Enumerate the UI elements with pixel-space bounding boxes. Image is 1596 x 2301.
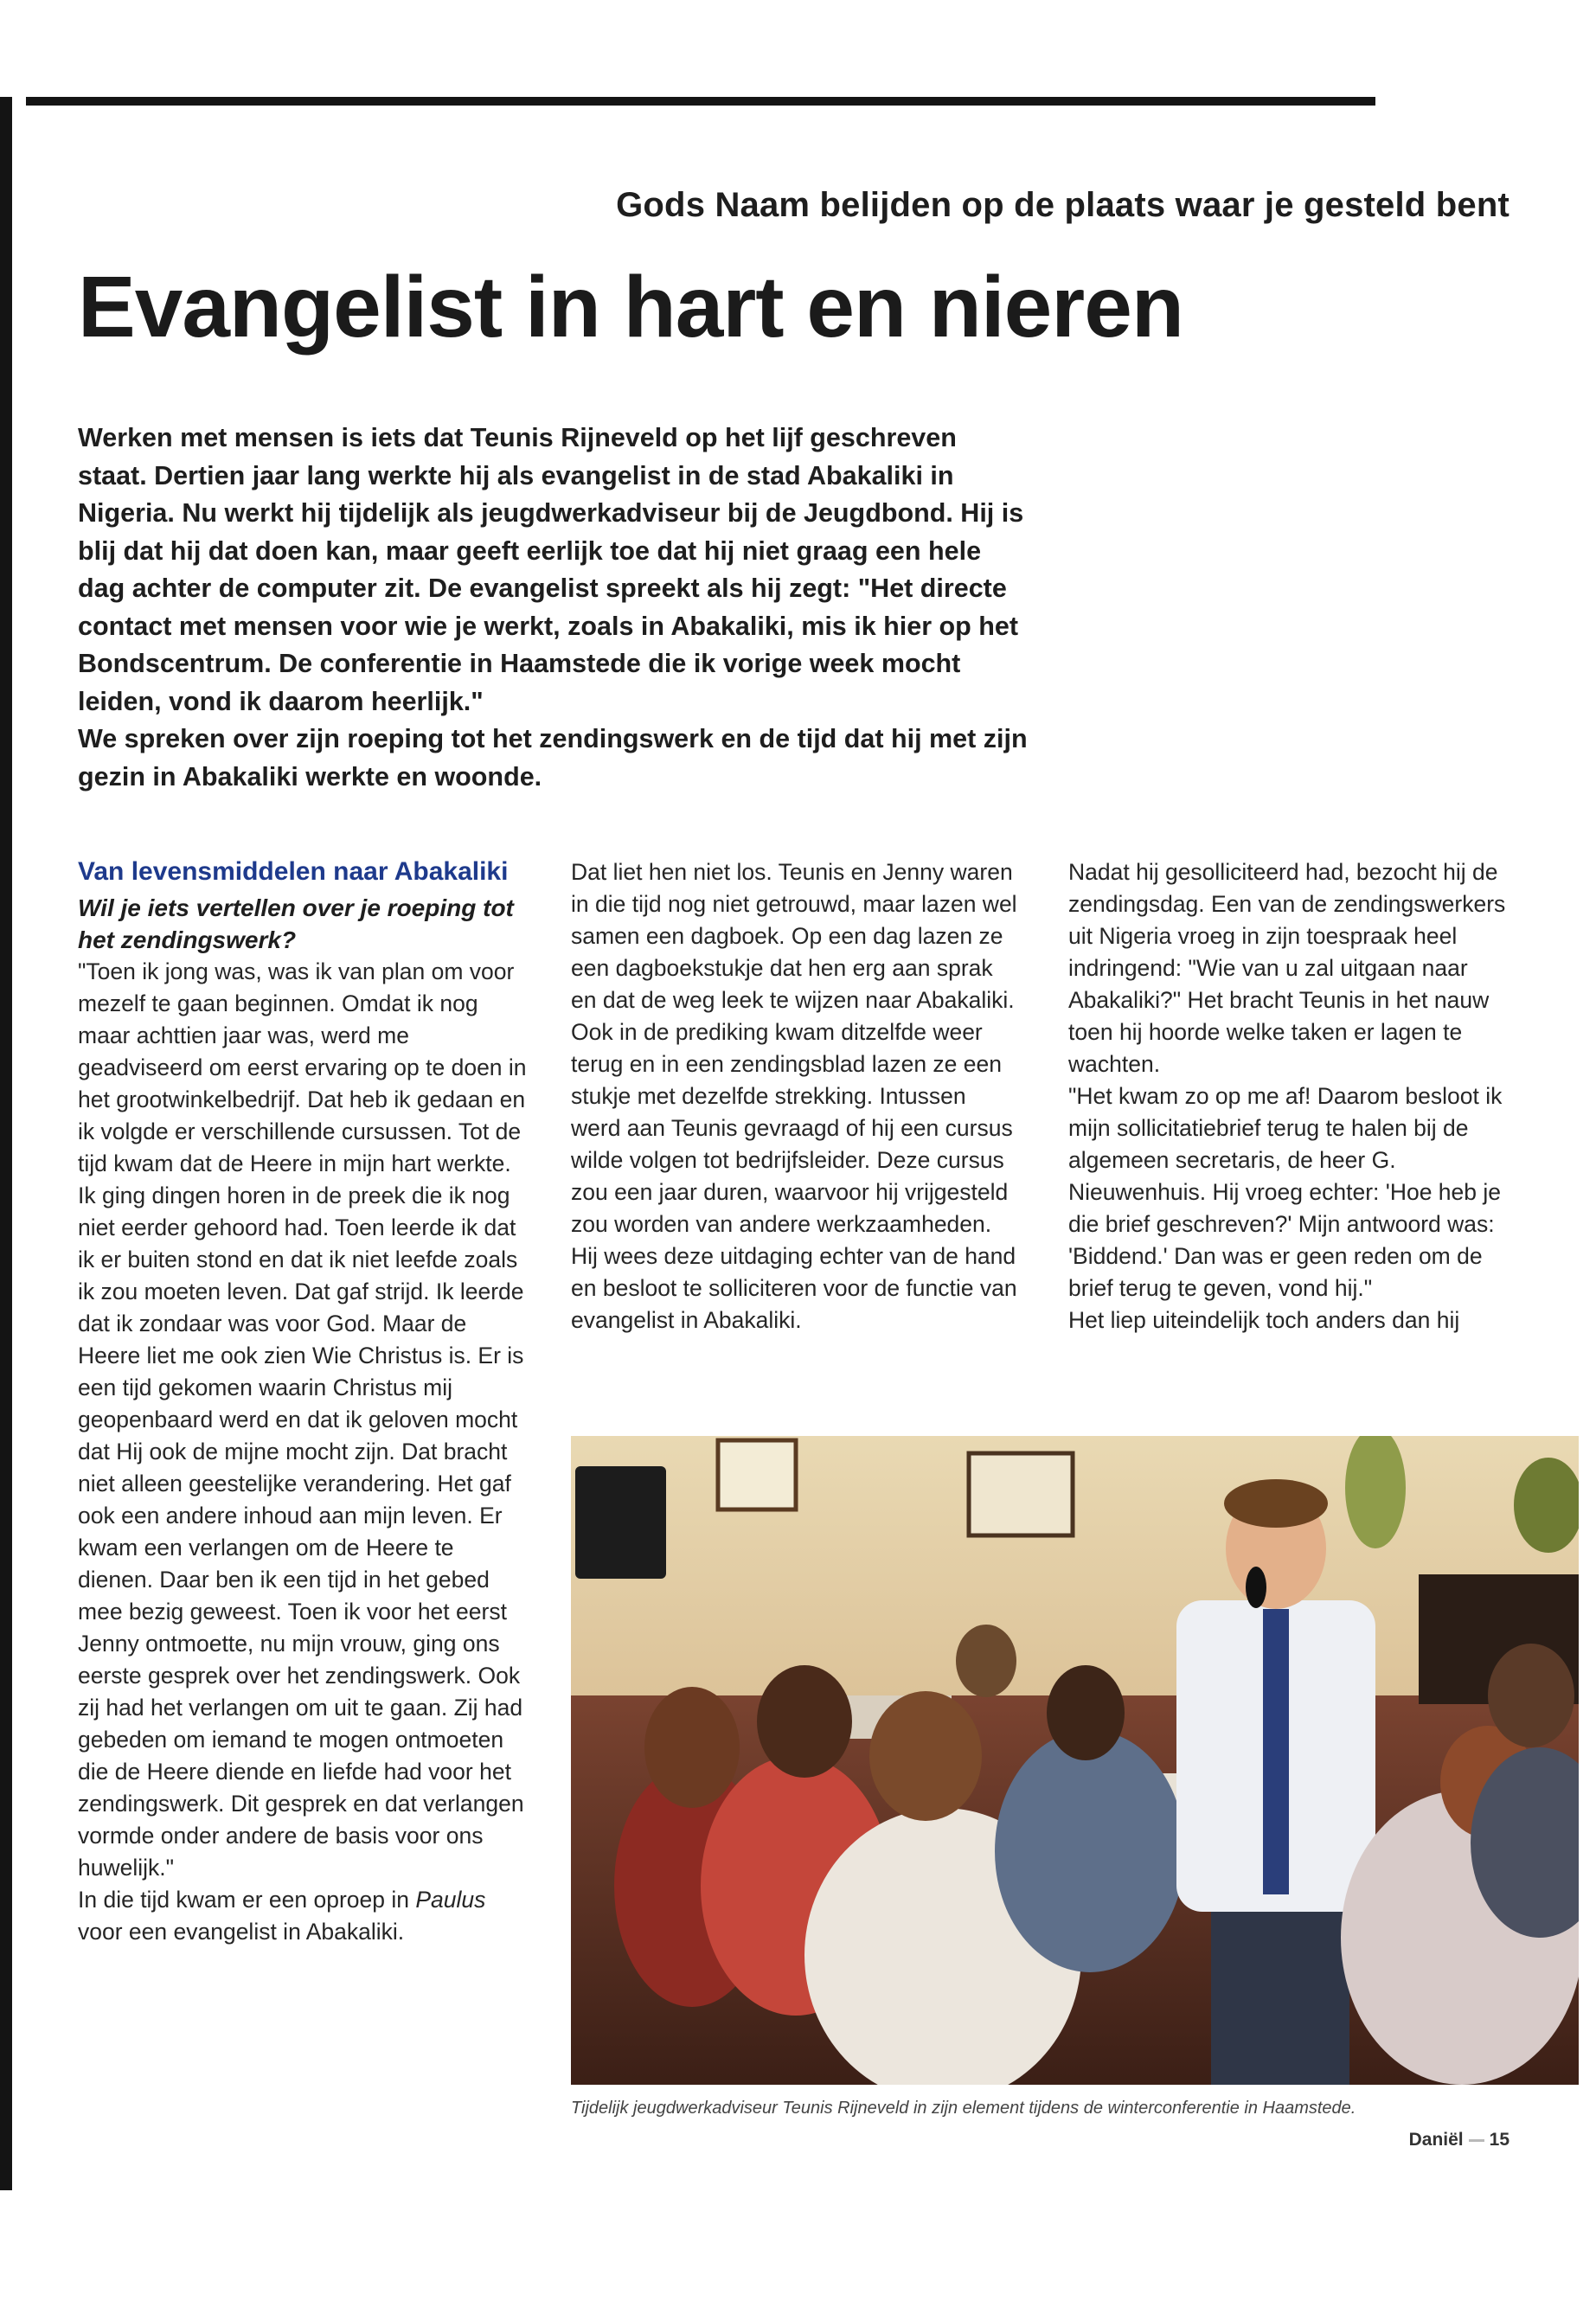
left-edge-rule (0, 97, 12, 2190)
top-rule (26, 97, 1375, 106)
intro-paragraph: Werken met mensen is iets dat Teunis Rijneveld op het lijf geschreven staat. Dertien jaar lang werkte hij als evangelist in de stad Abakaliki in Nigeria. Nu werkt hij tijdelijk als jeugdwerkadviseur bij de Jeugdbond. Hij is blij dat hij dat doen kan, maar geeft eerlijk toe dat hij niet graag een hele dag achter de computer zit. De evangelist spreekt als hij zegt: "Het directe contact met mensen voor wie je werkt, zoals in Abakaliki, mis ik hier op het Bondscentrum. De conferentie in Haamstede die ik vorige week mocht leiden, vond ik daarom heerlijk." (78, 423, 1024, 716)
magazine-name: Daniël (1408, 2130, 1464, 2150)
body-paragraph: "Het kwam zo op me af! Daarom besloot ik mijn sollicitatiebrief terug te halen bij de algemeen secretaris, de heer G. Nieuwenhuis. Hij vroeg echter: 'Hoe heb je die brief geschreven?' Mijn antwoord was: 'Biddend.' Dan was er geen reden om de brief terug te geven, vond hij." (1068, 1083, 1503, 1301)
body-paragraph: Het liep uiteindelijk toch anders dan hij (1068, 1307, 1460, 1333)
page-footer (1384, 2130, 1509, 2150)
answer-paragraph: "Toen ik jong was, was ik van plan om voor mezelf te gaan beginnen. Omdat ik nog maar achttien jaar was, werd me geadviseerd om eerst ervaring op te doen in het grootwinkelbedrijf. Dat heb ik gedaan en ik volgde er verschillende cursussen. Tot de tijd kwam dat de Heere in mijn hart werkte. Ik ging dingen horen in de preek die ik nog niet eerder gehoord had. Toen leerde ik dat ik er buiten stond en dat ik niet leefde zoals ik zou moeten leven. Dat gaf strijd. Ik leerde dat ik zondaar was voor God. Maar de Heere liet me ook zien Wie Christus is. Er is een tijd gekomen waarin Christus mij geopenbaard werd en dat ik geloven mocht dat Hij ook de mijne mocht zijn. Dat bracht niet alleen geestelijke verandering. Het gaf ook een andere inhoud aan mijn leven. Er kwam een verlangen om de Heere te dienen. Daar ben ik een tijd in het gebed mee bezig geweest. Toen ik voor het eerst Jenny ontmoette, nu mijn vrouw, ging ons eerste gesprek over het zendingswerk. Ook zij had het verlangen om uit te gaan. Zij had gebeden om iemand te mogen ontmoeten die de Heere diende en liefde had voor het zendingswerk. Dit gesprek en dat verlangen vormde onder andere de basis voor ons huwelijk." (78, 958, 527, 1881)
section-heading: Van levensmiddelen naar Abakaliki (78, 857, 509, 886)
page-number: 15 (1489, 2130, 1509, 2150)
text-tail: voor een evangelist in Abakaliki. (78, 1919, 405, 1945)
interview-question: Wil je iets vertellen over je roeping tot het zendingswerk? (78, 894, 514, 953)
photo-caption: Tijdelijk jeugdwerkadviseur Teunis Rijneveld in zijn element tijdens de winterconferentie in Haamstede. (571, 2099, 1356, 2118)
headline: Evangelist in hart en nieren (78, 259, 1183, 356)
photo-illustration (571, 1436, 1579, 2085)
kicker: Gods Naam belijden op de plaats waar je gesteld bent (616, 186, 1509, 224)
footer-separator (1469, 2139, 1484, 2142)
column-2 (571, 856, 1021, 1336)
body-paragraph: Nadat hij gesolliciteerd had, bezocht hij de zendingsdag. Een van de zendingswerkers uit Nigeria vroeg in zijn toespraak heel indringend: "Wie van u zal uitgaan naar Abakaliki?" Het bracht Teunis in het nauw toen hij hoorde welke taken er lagen te wachten. (1068, 859, 1506, 1077)
text-lead: In die tijd kwam er een oproep in (78, 1887, 416, 1913)
answer-paragraph-2 (78, 1884, 528, 1948)
conference-photo (571, 1436, 1579, 2085)
column-1 (78, 856, 528, 1948)
body-paragraph: Dat liet hen niet los. Teunis en Jenny waren in die tijd nog niet getrouwd, maar lazen wel samen een dagboek. Op een dag lazen ze een dagboekstukje dat hen erg aan sprak en dat de weg leek te wijzen naar Abakaliki. Ook in de prediking kwam ditzelfde weer terug en in een zendingsblad lazen ze een stukje met dezelfde strekking. Intussen werd aan Teunis gevraagd of hij een cursus wilde volgen tot bedrijfsleider. Deze cursus zou een jaar duren, waarvoor hij vrijgesteld zou worden van andere werkzaamheden. Hij wees deze uitdaging echter van de hand en besloot te solliciteren voor de functie van evangelist in Abakaliki. (571, 859, 1017, 1333)
column-3 (1068, 856, 1518, 1336)
magazine-title: Paulus (415, 1887, 486, 1913)
intro (78, 420, 1029, 796)
intro-paragraph: We spreken over zijn roeping tot het zendingswerk en de tijd dat hij met zijn gezin in Abakaliki werkte en woonde. (78, 724, 1028, 792)
